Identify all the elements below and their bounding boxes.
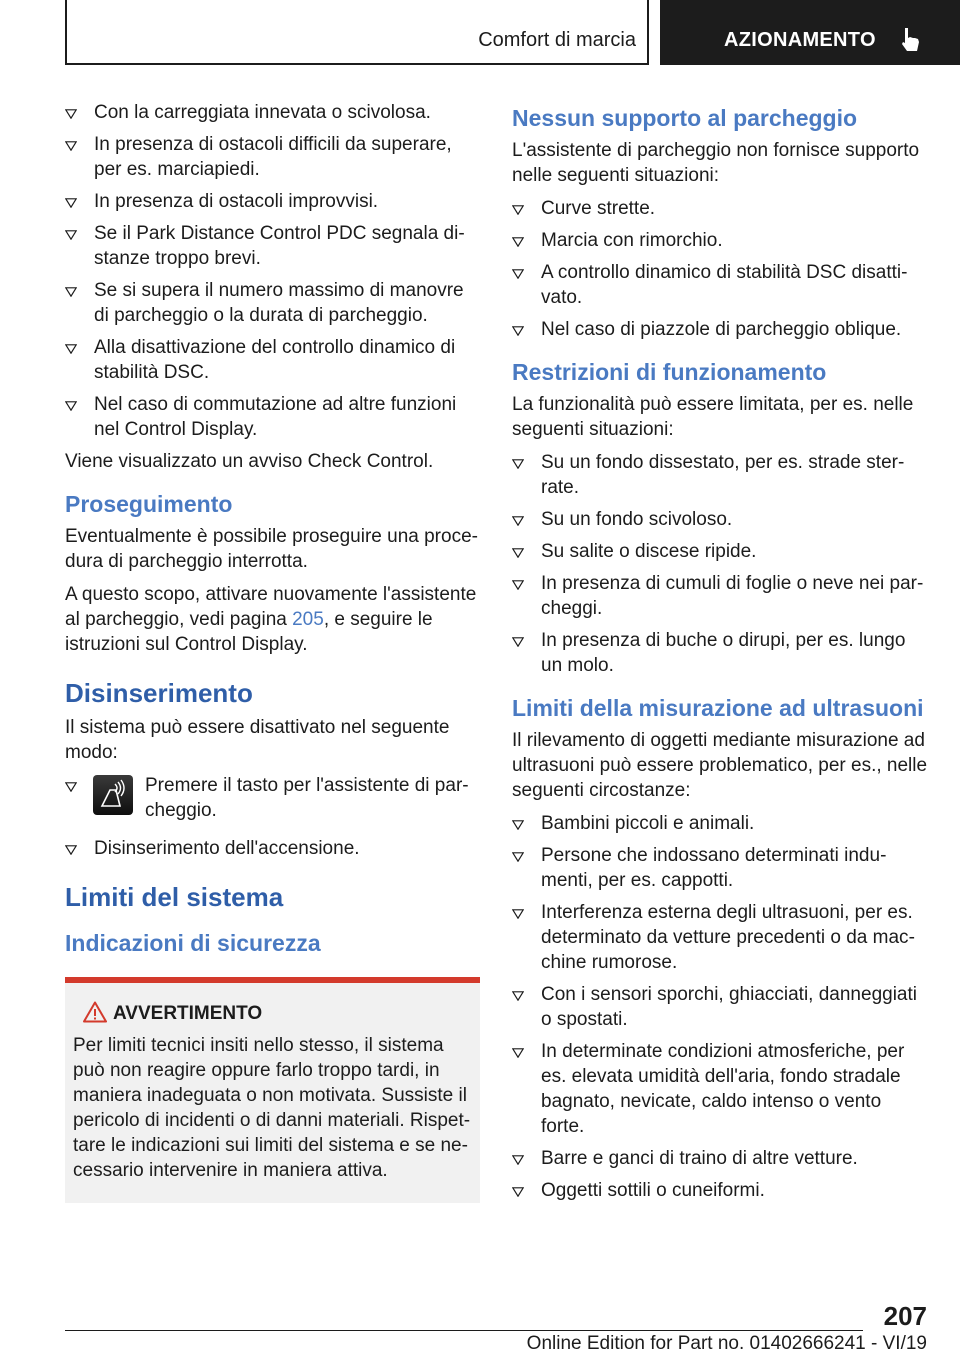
footer-rule xyxy=(65,1330,863,1331)
continuation-paragraph-1: Eventualmente è possibile proseguire una procedura di parcheggio interrotta. xyxy=(65,526,478,572)
header-right-divider xyxy=(647,0,649,65)
triangle-bullet-icon xyxy=(65,287,77,297)
triangle-bullet-icon xyxy=(65,230,77,240)
deactivation-list xyxy=(65,836,480,861)
list-item: Su un fondo dissestato, per es. strade sterrate. xyxy=(512,450,928,500)
list-item: Con i sensori sporchi, ghiacciati, danneggiati o spostati. xyxy=(512,982,928,1032)
continuation-paragraph-2: A questo scopo, attivare nuovamente l'assistente al parcheggio, vedi pagina 205, e seguire le istruzioni sul Control Display. xyxy=(65,584,477,655)
footer-edition: Online Edition for Part no. 01402666241 - VI/19 xyxy=(526,1333,927,1354)
triangle-bullet-icon xyxy=(512,459,524,469)
page-header xyxy=(0,0,960,66)
triangle-bullet-icon xyxy=(65,782,77,792)
triangle-bullet-icon xyxy=(512,852,524,862)
triangle-bullet-icon xyxy=(512,205,524,215)
triangle-bullet-icon xyxy=(512,237,524,247)
limits-heading: Limiti del sistema xyxy=(65,882,284,912)
pointing-hand-icon xyxy=(896,26,922,54)
section-title: Comfort di marcia xyxy=(478,29,636,51)
triangle-bullet-icon xyxy=(512,909,524,919)
ultrasound-heading: Limiti della misurazione ad ultrasuoni xyxy=(512,695,924,721)
list-item: A controllo dinamico di stabilità DSC disattivato. xyxy=(512,260,928,310)
triangle-bullet-icon xyxy=(512,1155,524,1165)
left-column xyxy=(65,100,480,1203)
ultrasound-list xyxy=(512,811,928,1203)
deactivation-intro: Il sistema può essere disattivato nel seguente modo: xyxy=(65,717,450,763)
triangle-bullet-icon xyxy=(512,326,524,336)
list-item: Nel caso di piazzole di parcheggio oblique. xyxy=(512,317,928,342)
warning-triangle-icon xyxy=(83,1001,107,1023)
no-support-intro: L'assistente di parcheggio non fornisce supporto nelle seguenti situazioni: xyxy=(512,140,920,186)
list-item: Su un fondo scivoloso. xyxy=(512,507,928,532)
list-item: Premere il tasto per l'assistente di parcheggio. xyxy=(65,773,480,829)
list-item: Barre e ganci di traino di altre vetture. xyxy=(512,1146,928,1171)
restrictions-heading: Restrizioni di funzionamento xyxy=(512,359,827,385)
restrictions-list xyxy=(512,450,928,678)
triangle-bullet-icon xyxy=(65,401,77,411)
list-item: Nel caso di commutazione ad altre funzioni nel Control Display. xyxy=(65,392,480,442)
list-item: Disinserimento dell'accensione. xyxy=(65,836,480,861)
warning-text: Per limiti tecnici insiti nello stesso, il sistema può non reagire oppure farlo troppo tardi, in maniera inadeguata o non motivata. Sussiste il pericolo di incidenti o di danni materiali. Rispettare le indicazioni sui limiti del sistema e se necessario intervenire in maniera attiva. xyxy=(73,1035,471,1181)
list-item: In determinate condizioni atmosferiche, per es. elevata umidità dell'aria, fondo stradale bagnato, nevicate, caldo intenso o vento forte. xyxy=(512,1039,928,1139)
ultrasound-intro: Il rilevamento di oggetti mediante misurazione ad ultrasuoni può essere problematico, per es., nelle seguenti circostanze: xyxy=(512,730,928,801)
triangle-bullet-icon xyxy=(65,344,77,354)
list-item: Oggetti sottili o cuneiformi. xyxy=(512,1178,928,1203)
parking-assistant-button-icon xyxy=(93,775,133,815)
triangle-bullet-icon xyxy=(512,1048,524,1058)
page-number: 207 xyxy=(883,1301,927,1331)
list-item: Alla disattivazione del controllo dinamico di stabilità DSC. xyxy=(65,335,480,385)
header-left-divider xyxy=(65,0,67,65)
list-item: Con la carreggiata innevata o scivolosa. xyxy=(65,100,480,125)
warning-title: AVVERTIMENTO xyxy=(73,1001,472,1026)
list-item: In presenza di buche o dirupi, per es. lungo un molo. xyxy=(512,628,928,678)
triangle-bullet-icon xyxy=(512,516,524,526)
list-item: Su salite o discese ripide. xyxy=(512,539,928,564)
page-reference-link[interactable]: 205 xyxy=(292,609,324,630)
triangle-bullet-icon xyxy=(512,991,524,1001)
list-item: Marcia con rimorchio. xyxy=(512,228,928,253)
triangle-bullet-icon xyxy=(512,1187,524,1197)
no-support-heading: Nessun supporto al parcheggio xyxy=(512,105,858,131)
list-item: In presenza di cumuli di foglie o neve nei parcheggi. xyxy=(512,571,928,621)
list-item: Interferenza esterna degli ultrasuoni, per es. determinato da vetture precedenti o da macchine rumorose. xyxy=(512,900,928,975)
triangle-bullet-icon xyxy=(512,637,524,647)
triangle-bullet-icon xyxy=(65,141,77,151)
list-item: In presenza di ostacoli difficili da superare, per es. marciapiedi. xyxy=(65,132,480,182)
list-item: Se si supera il numero massimo di manovre di parcheggio o la durata di parcheggio. xyxy=(65,278,480,328)
list-item: Curve strette. xyxy=(512,196,928,221)
right-column xyxy=(512,100,928,1210)
header-rule xyxy=(65,63,648,65)
list-item: In presenza di ostacoli improvvisi. xyxy=(65,189,480,214)
interruption-list xyxy=(65,100,480,442)
list-item: Se il Park Distance Control PDC segnala distanze troppo brevi. xyxy=(65,221,480,271)
chapter-tab-label: AZIONAMENTO xyxy=(724,29,876,51)
triangle-bullet-icon xyxy=(512,820,524,830)
triangle-bullet-icon xyxy=(65,845,77,855)
restrictions-intro: La funzionalità può essere limitata, per es. nelle seguenti situazioni: xyxy=(512,394,914,440)
chapter-tab[interactable] xyxy=(660,0,960,65)
triangle-bullet-icon xyxy=(512,269,524,279)
triangle-bullet-icon xyxy=(65,198,77,208)
safety-heading: Indicazioni di sicurezza xyxy=(65,930,321,956)
continuation-heading: Proseguimento xyxy=(65,491,233,517)
no-support-list xyxy=(512,196,928,342)
triangle-bullet-icon xyxy=(512,548,524,558)
deactivation-heading: Disinserimento xyxy=(65,678,253,708)
list-item: Persone che indossano determinati indumenti, per es. cappotti. xyxy=(512,843,928,893)
check-control-note: Viene visualizzato un avviso Check Control. xyxy=(65,451,434,472)
triangle-bullet-icon xyxy=(512,580,524,590)
triangle-bullet-icon xyxy=(65,109,77,119)
list-item: Bambini piccoli e animali. xyxy=(512,811,928,836)
warning-box xyxy=(65,977,480,1203)
